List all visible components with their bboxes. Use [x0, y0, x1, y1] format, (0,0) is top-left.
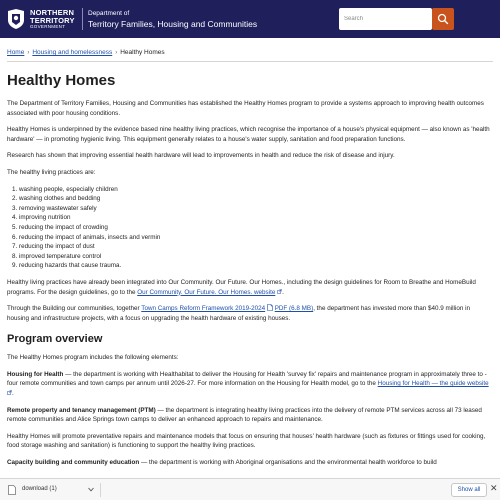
chevron-right-icon: ›	[27, 50, 30, 56]
list-item: 7. reducing the impact of dust	[19, 242, 493, 252]
design-guidelines-paragraph	[7, 278, 493, 297]
close-icon[interactable]: ✕	[490, 483, 498, 493]
download-item[interactable]	[4, 482, 96, 498]
intro-paragraph: The Department of Territory Families, Housing and Communities has established the Healthy Homes program to provide a systems approach to improving health outcomes associated with poor housing conditions.	[7, 100, 484, 117]
preventative-repairs-paragraph: Healthy Homes will promote preventative repairs and maintenance models that focus on ensuring that houses' health hardware (such as fixtures or fittings used for cooking, food storage washing and sanitation) is functioning to support the healthy living practices.	[7, 432, 486, 450]
town-camps-paragraph	[7, 304, 493, 323]
list-item: 1. washing people, especially children	[19, 185, 493, 195]
ptm-title: Remote property and tenancy management (PTM)	[7, 406, 156, 414]
housing-for-health-guide-link[interactable]: Housing for Health — the guide website	[377, 380, 489, 388]
healthy-living-practices-list	[19, 185, 493, 271]
department-name-link[interactable]: Territory Families, Housing and Communities	[88, 19, 258, 29]
show-all-button[interactable]: Show all	[451, 483, 487, 497]
paragraph-text: .	[282, 288, 284, 296]
paragraph-text: — the department is integrating healthy living practices into the delivery of remote PTM services across all 73 leased remote communities and Alice Springs town camps to deliver an enhanced approach to repairs and maintenance.	[7, 406, 482, 424]
chevron-right-icon: ›	[115, 50, 118, 56]
list-item: 5. reducing the impact of crowding	[19, 223, 493, 233]
list-item: 9. reducing hazards that cause trauma.	[19, 261, 493, 271]
our-homes-website-link[interactable]: Our Community. Our Future. Our Homes. website	[137, 288, 276, 296]
practices-intro: The healthy living practices are:	[7, 168, 96, 176]
paragraph-text: — the department is working with Aboriginal organisations and the environmental health workforce to build	[139, 459, 437, 467]
search-icon	[432, 8, 454, 30]
nt-logo-mark-icon	[6, 8, 26, 30]
nt-government-logo[interactable]	[6, 6, 80, 32]
list-item: 4. improving nutrition	[19, 213, 493, 223]
list-item: 8. improved temperature control	[19, 252, 493, 262]
download-file-name: download (1)	[22, 486, 57, 492]
ptm-paragraph	[7, 406, 493, 425]
file-icon	[8, 485, 16, 495]
program-overview-heading: Program overview	[7, 333, 103, 346]
site-header	[0, 0, 500, 38]
housing-for-health-paragraph	[7, 370, 493, 399]
download-divider	[100, 483, 101, 497]
health-hardware-paragraph: Healthy Homes is underpinned by the evidence based nine healthy living practices, which recognise the importance of a house's physical equipment — also known as 'health hardware' — in promoting hygienic living. This equipment generally relates to a house's water supply, sanitation and food preparation functions.	[7, 126, 490, 143]
breadcrumb-home-link[interactable]: Home	[7, 49, 25, 56]
logo-line-3: GOVERNMENT	[30, 24, 66, 29]
research-paragraph: Research has shown that improving essential health hardware will lead to improvements in health and reduce the risk of disease and injury.	[7, 152, 395, 160]
main-content	[7, 72, 493, 475]
breadcrumb	[7, 49, 165, 56]
paragraph-text: , the department has invested more than $40.9 million in housing and infrastructure projects, with a focus on upgrading the health hardware of existing houses.	[7, 305, 471, 322]
list-item: 6. reducing the impact of animals, insects and vermin	[19, 233, 493, 243]
download-bar	[0, 478, 500, 500]
town-camps-framework-link[interactable]: Town Camps Reform Framework 2019-2024	[141, 305, 266, 313]
capacity-building-title: Capacity building and community education	[7, 459, 140, 467]
list-item: 2. washing clothes and bedding	[19, 194, 493, 204]
overview-intro: The Healthy Homes program includes the following elements:	[7, 354, 179, 362]
housing-for-health-title: Housing for Health	[7, 370, 64, 378]
paragraph-text: Healthy living practices have already been integrated into Our Community. Our Future. Our Homes., including the design guidelines for Room to Breathe and HomeBuild programs. For the design guidelines, go to the	[7, 278, 476, 296]
breadcrumb-housing-link[interactable]: Housing and homelessness	[32, 49, 113, 56]
paragraph-text: .	[12, 390, 14, 398]
header-divider	[82, 8, 83, 30]
list-item: 3. removing wastewater safely	[19, 204, 493, 214]
logo-line-1: NORTHERN	[30, 8, 75, 17]
search-box	[339, 8, 432, 30]
search-input[interactable]	[344, 12, 428, 26]
pdf-file-icon	[267, 304, 273, 311]
department-label: Department of	[88, 10, 130, 17]
logo-line-2: TERRITORY	[30, 16, 75, 25]
chevron-down-icon[interactable]	[88, 487, 94, 492]
paragraph-text: Through the Building our communities, together	[7, 305, 142, 313]
page-title: Healthy Homes	[7, 72, 116, 89]
breadcrumb-divider	[7, 61, 493, 62]
search-button[interactable]	[432, 8, 454, 30]
pdf-size-link[interactable]: PDF (6.8 MB)	[274, 305, 314, 313]
breadcrumb-current: Healthy Homes	[120, 49, 165, 56]
capacity-building-paragraph	[7, 458, 493, 468]
paragraph-text: — the department is working with Healthabitat to deliver the Housing for Health 'survey fix' repairs and maintenance program in approximately three to -four remote communities and town camps per annum until 2026-27. For more information on the Housing for Health model, go to the	[7, 370, 487, 388]
